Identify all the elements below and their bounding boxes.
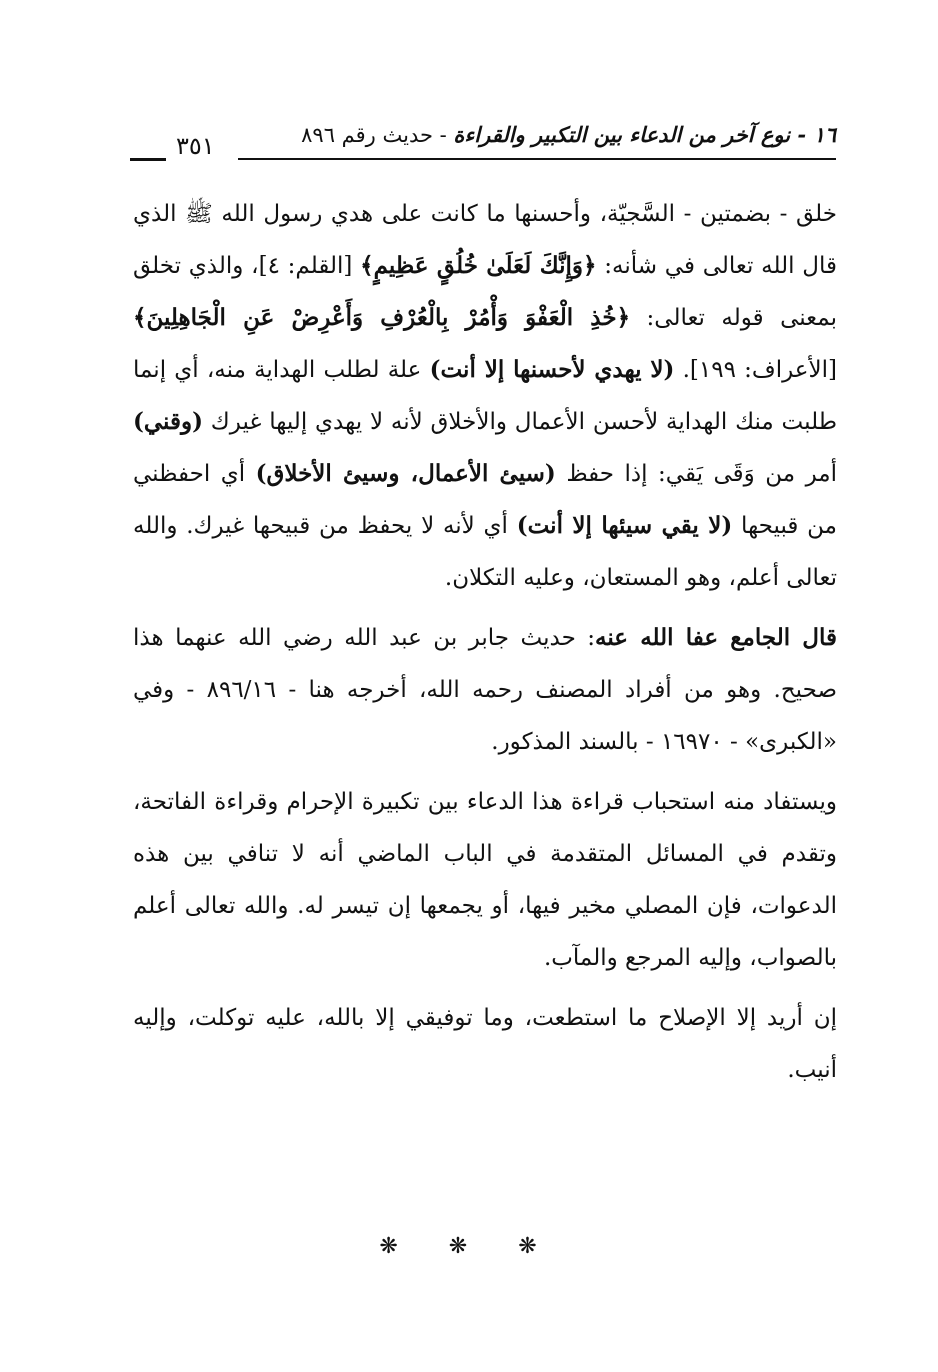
- hadith-phrase: (لا يهدي لأحسنها إلا أنت): [429, 356, 675, 383]
- text-segment: علة لطلب الهداية منه، أي إنما طلبت منك الهداية لأحسن الأعمال والأخلاق لأنه لا يهدي إليها غيرك: [133, 357, 837, 435]
- paragraph-3: ويستفاد منه استحباب قراءة هذا الدعاء بين تكبيرة الإحرام وقراءة الفاتحة، وتقدم في المسائل المتقدمة في الباب الماضي أنه لا تنافي بين هذه الدعوات، فإن المصلي مخير فيها، أو يجمعها إن تيسر له. والله تعالى أعلم بالصواب، وإليه المرجع والمآب.: [133, 789, 837, 971]
- hadith-phrase: (سيئ الأعمال، وسيئ الأخلاق): [255, 460, 556, 487]
- quran-verse-araf: ﴿خُذِ الْعَفْوَ وَأْمُرْ بِالْعُرْفِ وَأَعْرِضْ عَنِ الْجَاهِلِينَ﴾: [133, 304, 631, 331]
- text-segment: أمر من وَقَى يَقي: إذا حفظ: [555, 461, 837, 487]
- page-number: ٣٥١: [176, 132, 215, 160]
- running-header: [130, 120, 836, 168]
- header-title: [301, 120, 836, 150]
- text-segment: [القلم: ٤]، والذي تخلق بمعنى قوله تعالى:: [133, 253, 837, 331]
- hadith-phrase: (لا يقي سيئها إلا أنت): [516, 512, 733, 539]
- paragraph-2: [133, 612, 837, 768]
- text-segment: أي لأنه لا يحفظ من قبيحها غيرك. والله تعالى أعلم، وهو المستعان، وعليه التكلان.: [133, 513, 837, 591]
- compiler-lead: قال الجامع عفا الله عنه: [595, 624, 837, 651]
- text-segment: : حديث جابر بن عبد الله رضي الله عنهما هذا صحيح. وهو من أفراد المصنف رحمه الله، أخرجه هنا - ٨٩٦/١٦ - وفي «الكبرى» - ١٦٩٧٠ - بالسند المذكور.: [133, 625, 837, 755]
- page-number-dash: [130, 158, 166, 161]
- text-segment: أي احفظني من قبيحها: [133, 461, 837, 539]
- paragraph-1: [133, 188, 837, 604]
- quran-verse-qalam: ﴿وَإِنَّكَ لَعَلَىٰ خُلُقٍ عَظِيمٍ﴾: [360, 252, 597, 279]
- chapter-title: ١٦ - نوع آخر من الدعاء بين التكبير والقراءة: [453, 122, 836, 147]
- hadith-number: - حديث رقم ٨٩٦: [301, 123, 454, 147]
- section-end-ornament: ❋ ❋ ❋: [379, 1234, 559, 1259]
- header-rule: [238, 158, 836, 160]
- text-segment: خلق - بضمتين - السَّجيّة، وأحسنها ما كانت على هدي رسول الله ﷺ الذي قال الله تعالى في شأنه:: [133, 201, 837, 279]
- hadith-phrase: (وقني): [133, 408, 203, 435]
- paragraph-4: إن أريد إلا الإصلاح ما استطعت، وما توفيقي إلا بالله، عليه توكلت، وإليه أنيب.: [133, 1005, 837, 1083]
- main-text: [133, 188, 837, 1096]
- text-segment: [الأعراف: ١٩٩].: [674, 357, 838, 383]
